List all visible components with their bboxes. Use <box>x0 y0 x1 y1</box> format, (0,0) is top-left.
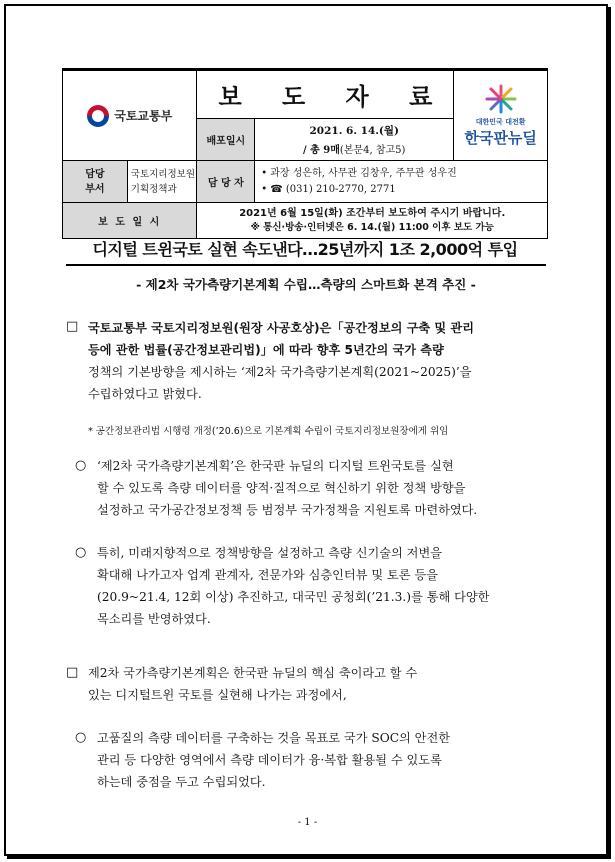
pages-prefix: / 총 9매 <box>303 145 340 156</box>
paragraph-4 <box>88 662 548 706</box>
paragraph-2 <box>97 455 549 521</box>
p2-line-1: ‘제2차 국가측량기본계획’은 한국판 뉴딜의 디지털 트윈국토를 실현 <box>97 459 454 473</box>
newdeal-logo <box>454 70 548 161</box>
square-bullet: □ <box>66 319 79 334</box>
dist-date-cell <box>255 119 454 161</box>
newdeal-caption: 대한민국 대전환 <box>475 117 526 126</box>
p1-line-2: 등에 관한 법률(공간정보관리법)」에 따라 향후 5년간의 국가 측량 <box>88 343 444 357</box>
person-cell <box>255 161 548 203</box>
person-label: 담 당 자 <box>197 161 255 203</box>
paragraph-5 <box>97 727 549 793</box>
newdeal-name: 한국판뉴딜 <box>464 128 537 147</box>
p1-line-3: 정책의 기본방향을 제시하는 ‘제2차 국가측량기본계획(2021~2025)’을 <box>88 365 472 379</box>
press-release-title: 보 도 자 료 <box>197 70 454 119</box>
report-date-label: 보 도 일 시 <box>63 203 197 239</box>
circle-bullet: ○ <box>75 458 87 473</box>
person-line-1: • 과장 성은하, 사무관 김창우, 주무관 성우진 <box>261 167 457 179</box>
footnote: * 공간정보관리법 시행령 개정(’20.6)으로 기본계획 수립이 국토지리정보원장에게 위임 <box>88 426 449 437</box>
square-bullet: □ <box>66 665 79 680</box>
p1-line-4: 수립하였다고 밝혔다. <box>88 387 202 401</box>
p4-line-1: 제2차 국가측량기본계획은 한국판 뉴딜의 핵심 축이라고 할 수 <box>88 666 418 680</box>
p3-line-3: (20.9~21.4, 12회 이상) 추진하고, 대국민 공청회(’21.3.)를 통해 다양한 <box>97 590 490 604</box>
p3-line-1: 특히, 미래지향적으로 정책방향을 설정하고 측량 신기술의 저변을 <box>97 546 442 560</box>
paragraph-1 <box>88 317 548 405</box>
report-line-2: ※ 통신·방송·인터넷은 6. 14.(월) 11:00 이후 보도 가능 <box>250 221 494 233</box>
paragraph-3 <box>97 542 549 630</box>
ministry-logo-cell <box>63 70 197 161</box>
dist-date-value: 2021. 6. 14.(월) <box>309 125 399 137</box>
headline-rule <box>66 264 546 266</box>
subheadline: - 제2차 국가측량기본계획 수립…측량의 스마트화 본격 추진 - <box>136 277 476 292</box>
p5-line-3: 하는데 중점을 두고 수립되었다. <box>97 775 266 789</box>
newdeal-rays-icon <box>484 84 518 114</box>
dept-label: 담당 부서 <box>63 161 128 203</box>
p5-line-2: 관리 등 다양한 영역에서 측량 데이터가 융·복합 활용될 수 있도록 <box>97 753 442 767</box>
circle-bullet: ○ <box>75 730 87 745</box>
p5-line-1: 고품질의 측량 데이터를 구축하는 것을 목표로 국가 SOC의 안전한 <box>97 731 450 745</box>
dist-date-label: 배포일시 <box>197 119 255 161</box>
p1-line-1: 국토교통부 국토지리정보원(원장 사공호상)은「공간정보의 구축 및 관리 <box>88 321 474 335</box>
taeguk-emblem-icon <box>87 105 109 127</box>
headline: 디지털 트윈국토 실현 속도낸다…25년까지 1조 2,000억 투입 <box>92 240 518 259</box>
report-line-1: 2021년 6월 15일(화) 조간부터 보도하여 주시기 바랍니다. <box>239 207 506 219</box>
ministry-name: 국토교통부 <box>114 109 173 123</box>
header-table <box>62 68 548 239</box>
p3-line-4: 목소리를 반영하였다. <box>97 612 211 626</box>
person-line-2: • ☎ (031) 210-2770, 2771 <box>261 183 396 195</box>
report-date-cell <box>197 203 548 239</box>
p2-line-3: 설정하고 국가공간정보정책 등 범정부 국가정책을 지원토록 마련하였다. <box>97 503 478 517</box>
page-number: - 1 - <box>297 817 318 828</box>
p4-line-2: 있는 디지털트윈 국토를 실현해 나가는 과정에서, <box>88 688 347 702</box>
p2-line-2: 할 수 있도록 측량 데이터를 양적·질적으로 혁신하기 위한 정책 방향을 <box>97 481 466 495</box>
pages-detail: (본문4, 참고5) <box>339 145 406 156</box>
p3-line-2: 확대해 나가고자 업계 관계자, 전문가와 심층인터뷰 및 토론 등을 <box>97 568 438 582</box>
circle-bullet: ○ <box>75 545 87 560</box>
dept-value: 국토지리정보원 기획정책과 <box>127 161 197 203</box>
